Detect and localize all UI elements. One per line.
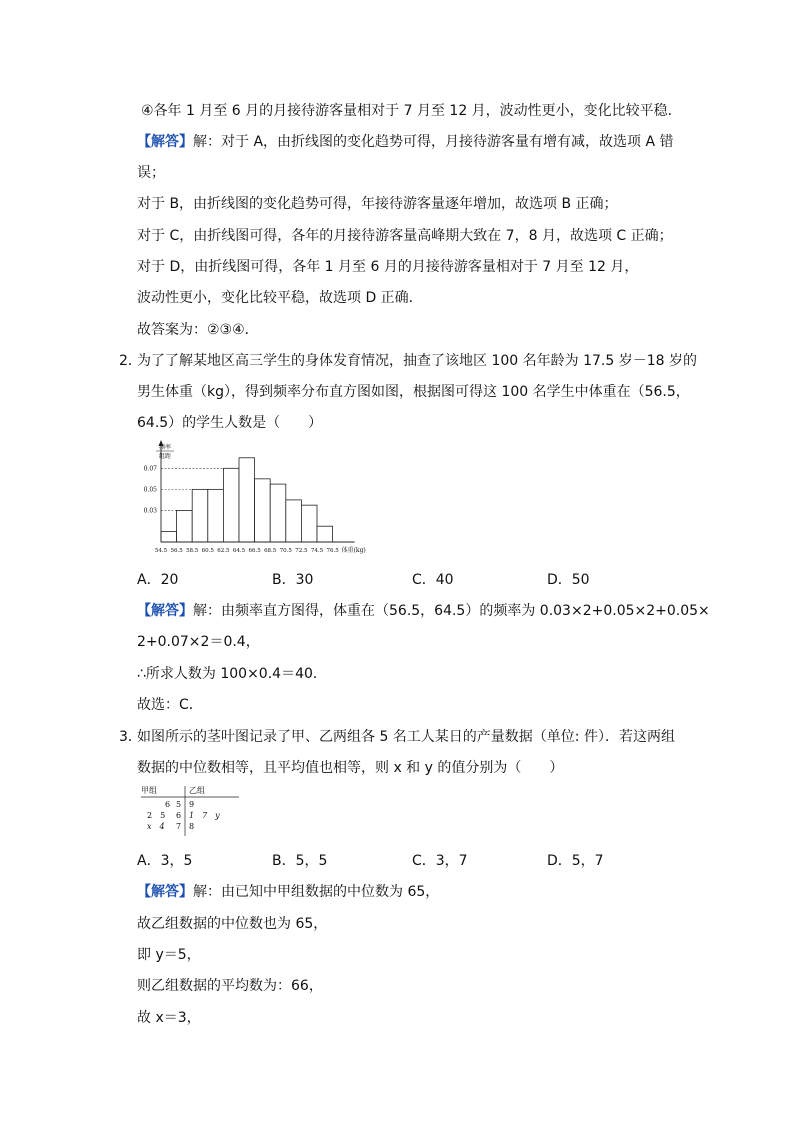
answer-line-3: 对于 B，由折线图的变化趋势可得，年接待游客量逐年增加，故选项 B 正确； (137, 196, 618, 212)
row-1-right: 9 (189, 800, 195, 809)
row-3-left: x 4 (147, 822, 165, 831)
answer-line-2: 误； (137, 165, 165, 181)
histogram-bar-6 (255, 479, 271, 542)
answer-line-5: 对于 D，由折线图可得，各年 1 月至 6 月的月接待游客量相对于 7 月至 12 月， (137, 259, 639, 275)
right-header: 乙组 (189, 786, 205, 795)
q2-answer-text: 解：由频率直方图得，体重在（56.5，64.5）的频率为 0.03×2+0.05×2+0.05× (193, 603, 710, 619)
q3-answer-line-1 (137, 882, 439, 902)
q3-option-c: C．3，7 (412, 853, 468, 869)
q2-line-3: 64.5）的学生人数是（ ） (137, 415, 323, 431)
y-tick-label-2: 0.03 (143, 507, 157, 515)
x-tick-label-9: 72.5 (295, 548, 308, 554)
answer-line-7: 故答案为：②③④． (137, 322, 259, 338)
q2-option-d: D．50 (547, 572, 590, 588)
question-2-number: 2． (119, 353, 142, 369)
q3-option-b: B．5，5 (272, 853, 328, 869)
item-4: ④各年 1 月至 6 月的月接待游客量相对于 7 月至 12 月，波动性更小，变化比较平稳． (141, 103, 682, 119)
question-3-number: 3． (119, 729, 142, 745)
q2-answer-line-3: ∴所求人数为 100×0.4＝40． (137, 666, 327, 682)
answer-tag: 【解答】 (137, 603, 193, 619)
row-3-right: 8 (189, 822, 195, 831)
histogram-bar-2 (192, 489, 208, 542)
answer-line-4: 对于 C，由折线图可得，各年的月接待游客量高峰期大致在 7，8 月，故选项 C 正确； (137, 228, 673, 244)
x-axis-label: 体重(kg) (341, 547, 366, 554)
histogram-bar-1 (177, 510, 193, 542)
y-label-denominator: 组距 (158, 453, 172, 460)
q2-option-b: B．30 (272, 572, 314, 588)
q2-option-c: C．40 (412, 572, 454, 588)
q3-answer-line-4: 则乙组数据的平均数为：66， (137, 978, 323, 994)
histogram-bar-3 (208, 489, 224, 542)
q3-option-a: A．3，5 (137, 853, 193, 869)
x-tick-label-11: 76.5 (326, 548, 339, 554)
histogram-bar-8 (286, 500, 302, 542)
x-tick-label-8: 70.5 (279, 548, 292, 554)
answer-line-6: 波动性更小，变化比较平稳，故选项 D 正确． (137, 290, 423, 306)
q3-option-d: D．5，7 (547, 853, 604, 869)
q3-answer-line-3: 即 y＝5， (137, 947, 201, 963)
left-header: 甲组 (141, 786, 157, 795)
x-tick-label-10: 74.5 (310, 548, 324, 554)
x-tick-label-1: 56.5 (170, 548, 183, 554)
q2-answer-line-1 (137, 601, 710, 621)
x-tick-label-4: 62.5 (217, 548, 230, 554)
histogram-bar-10 (317, 526, 333, 542)
q3-line-2: 数据的中位数相等，且平均值也相等，则 x 和 y 的值分别为（ ） (137, 760, 564, 776)
row-3-stem: 7 (176, 822, 182, 831)
q3-line-1: 如图所示的茎叶图记录了甲、乙两组各 5 名工人某日的产量数据（单位: 件）．若这两组 (137, 729, 675, 745)
x-tick-label-6: 66.5 (248, 548, 261, 554)
histogram-bar-9 (301, 505, 317, 542)
row-1-left: 6 (165, 800, 171, 809)
row-2-left: 2 5 (147, 811, 166, 820)
row-1-stem: 5 (176, 800, 182, 809)
x-tick-label-3: 60.5 (201, 548, 214, 554)
histogram-bar-5 (239, 458, 255, 542)
y-label-numerator: 频率 (158, 444, 172, 451)
answer-text: 解：对于 A，由折线图的变化趋势可得，月接待游客量有增有减，故选项 A 错 (193, 134, 674, 150)
frequency-histogram (130, 438, 400, 562)
histogram-bar-0 (161, 531, 177, 542)
answer-line-1 (137, 132, 674, 152)
q2-line-2: 男生体重（kg），得到频率分布直方图如图，根据图可得这 100 名学生中体重在（56.5， (137, 384, 690, 400)
y-tick-label-1: 0.05 (143, 486, 157, 494)
q2-answer-line-4: 故选：C． (137, 697, 203, 713)
q3-answer-line-5: 故 x＝3， (137, 1010, 201, 1026)
q2-option-a: A．20 (137, 572, 179, 588)
histogram-bar-4 (223, 468, 239, 542)
q3-answer-line-2: 故乙组数据的中位数也为 65， (137, 916, 328, 932)
x-tick-label-5: 64.5 (232, 548, 246, 554)
x-tick-label-7: 68.5 (264, 548, 277, 554)
q3-answer-text: 解：由已知中甲组数据的中位数为 65， (193, 884, 440, 900)
y-tick-label-0: 0.07 (143, 465, 157, 473)
row-2-right: 1 7 y (189, 811, 220, 820)
row-2-stem: 6 (176, 811, 182, 820)
histogram-bar-7 (270, 484, 286, 542)
x-tick-label-0: 54.5 (154, 548, 168, 554)
answer-tag: 【解答】 (137, 884, 193, 900)
q2-answer-line-2: 2+0.07×2＝0.4， (137, 634, 260, 650)
histogram-bars (161, 458, 333, 542)
answer-tag: 【解答】 (137, 134, 193, 150)
q2-line-1: 为了了解某地区高三学生的身体发育情况，抽查了该地区 100 名年龄为 17.5 岁－18 岁的 (137, 353, 697, 369)
x-tick-label-2: 58.5 (186, 548, 199, 554)
stem-leaf-plot (141, 786, 241, 836)
